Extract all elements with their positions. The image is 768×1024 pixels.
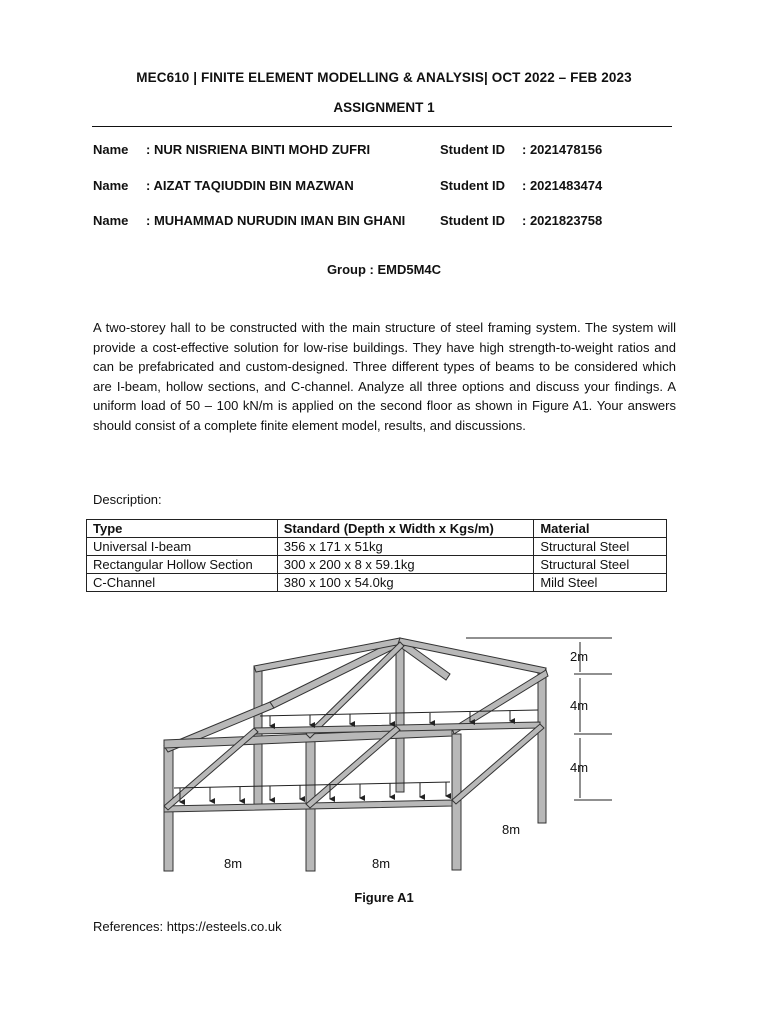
dim-label-4m-upper: 4m (570, 698, 589, 713)
table-cell: Structural Steel (534, 538, 667, 556)
student-id-label: Student ID (440, 142, 505, 157)
description-label: Description: (93, 492, 162, 507)
table-cell: Rectangular Hollow Section (87, 556, 278, 574)
member-name-label: Name (93, 178, 129, 193)
problem-statement: A two-storey hall to be constructed with the main structure of steel framing system. The system will provide a cost-effective solution for low-rise buildings. They have high strength-to-weight ratios and can be prefabricated and custom-designed. Three different types of beams to be considered which are I-beam, hollow sections, and C-channel. Analyze all three options and discuss your findings. A uniform load of 50 – 100 kN/m is applied on the second floor as shown in Figure A1. Your answers should consist of a complete finite element model, results, and discussions. (93, 320, 676, 433)
student-id-value: : 2021823758 (522, 213, 603, 228)
frame-drawing (164, 638, 548, 871)
column-header: Type (87, 520, 278, 538)
floor-beam (452, 724, 544, 804)
roof-beam (270, 638, 404, 708)
dim-label-bay-right: 8m (372, 856, 391, 871)
table-row (87, 574, 667, 592)
table-header-row (87, 520, 667, 538)
column-header: Material (534, 520, 667, 538)
member-name: : NUR NISRIENA BINTI MOHD ZUFRI (146, 142, 371, 157)
member-name-label: Name (93, 213, 129, 228)
column-header: Standard (Depth x Width x Kgs/m) (277, 520, 534, 538)
dim-label-bay-left: 8m (224, 856, 243, 871)
member-name: : AIZAT TAQIUDDIN BIN MAZWAN (146, 178, 354, 193)
dim-label-2m: 2m (570, 649, 589, 664)
table-cell: Structural Steel (534, 556, 667, 574)
column (396, 642, 404, 792)
table-cell: C-Channel (87, 574, 278, 592)
group-code: Group : EMD5M4C (326, 262, 442, 277)
table-cell: 300 x 200 x 8 x 59.1kg (277, 556, 534, 574)
course-title: MEC610 | FINITE ELEMENT MODELLING & ANALYSIS| OCT 2022 – FEB 2023 (136, 70, 632, 85)
table-cell: Mild Steel (534, 574, 667, 592)
table-cell: 356 x 171 x 51kg (277, 538, 534, 556)
figure-caption: Figure A1 (354, 890, 414, 905)
student-id-label: Student ID (440, 213, 505, 228)
dim-label-depth: 8m (502, 822, 521, 837)
dim-label-4m-lower: 4m (570, 760, 589, 775)
member-name: : MUHAMMAD NURUDIN IMAN BIN GHANI (146, 213, 406, 228)
header-divider (92, 126, 672, 127)
table-cell: Universal I-beam (87, 538, 278, 556)
column (538, 668, 546, 823)
student-id-value: : 2021483474 (522, 178, 603, 193)
student-id-label: Student ID (440, 178, 505, 193)
assignment-title: ASSIGNMENT 1 (333, 100, 435, 115)
table-row (87, 538, 667, 556)
steel-frame-figure (150, 628, 620, 878)
table-cell: 380 x 100 x 54.0kg (277, 574, 534, 592)
student-id-value: : 2021478156 (522, 142, 603, 157)
member-name-label: Name (93, 142, 129, 157)
references: References: https://esteels.co.uk (93, 919, 282, 934)
table-row (87, 556, 667, 574)
beam-spec-table (86, 519, 667, 592)
